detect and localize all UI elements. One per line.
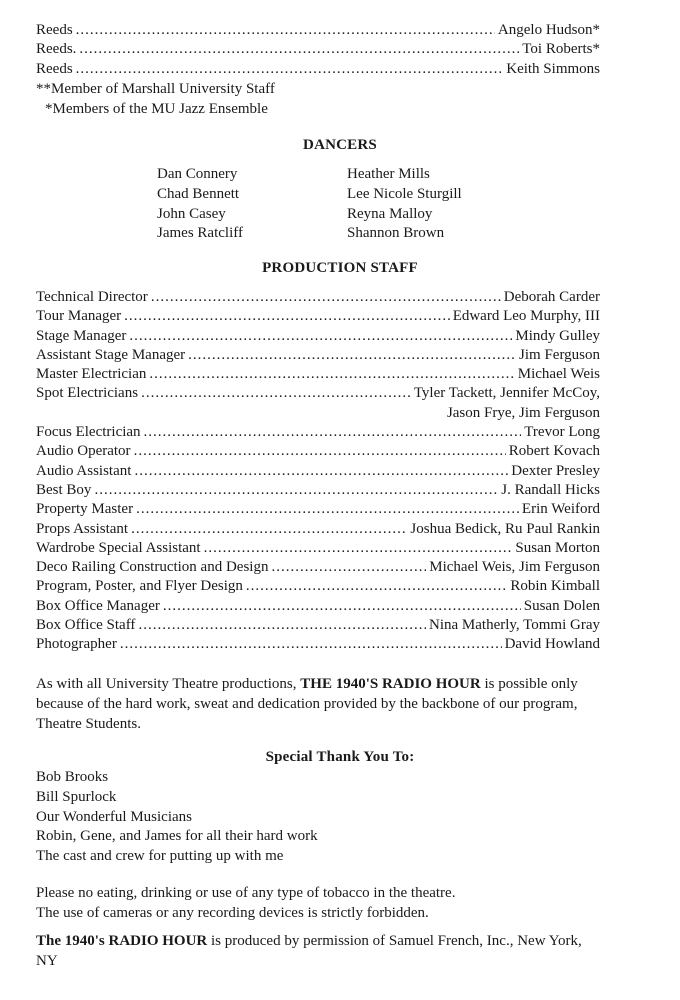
role-label: Best Boy [36,481,92,498]
production-staff-heading: PRODUCTION STAFF [262,260,418,276]
role-label: Master Electrician [36,366,147,383]
dancer-name: John Casey [157,205,226,222]
thanks-item: The cast and crew for putting up with me [36,848,284,865]
dot-leader [141,384,411,403]
staff-row [36,442,600,461]
person-name: Toi Roberts* [522,41,600,58]
thanks-heading: Special Thank You To: [265,749,415,765]
role-label: Technical Director [36,289,148,305]
reeds-list [36,21,600,79]
reeds-row [36,60,600,79]
dot-leader [151,288,501,307]
person-name: Susan Morton [515,539,600,556]
thanks-item: Robin, Gene, and James for all their hard work [36,828,318,845]
role-label: Program, Poster, and Flyer Design [36,578,243,595]
dot-leader [76,60,504,79]
dot-leader [94,481,498,500]
staff-row [36,346,600,365]
staff-row [36,307,600,326]
dancer-name: Dan Connery [157,166,238,182]
reeds-row [36,21,600,40]
staff-row [36,577,600,596]
permission-text: is produced by permission of Samuel French, Inc., New York, NY [36,933,582,969]
staff-row [36,500,600,519]
staff-row [36,365,600,384]
dot-leader [134,462,508,481]
staff-row [36,597,600,616]
closing-paragraph [36,674,600,734]
person-name: Edward Leo Murphy, III [452,308,600,325]
show-title: THE 1940'S RADIO HOUR [300,676,481,692]
dancers-column-right [347,165,537,244]
dancer-name: Chad Bennett [157,185,240,202]
role-label: Stage Manager [36,327,127,344]
role-label: Reeds. [36,41,77,58]
dot-leader [138,616,426,635]
staff-row [36,635,600,654]
role-label: Box Office Staff [36,617,136,634]
show-title: The 1940's RADIO HOUR [36,933,208,949]
role-label: Audio Operator [36,443,131,460]
dot-leader [144,423,522,442]
role-label: Property Master [36,501,134,518]
footnote-jazz: *Members of the MU Jazz Ensemble [45,100,268,117]
person-name: Dexter Presley [511,462,600,479]
dot-leader [76,21,495,40]
staff-row [36,481,600,500]
role-label: Props Assistant [36,520,129,537]
dancer-name: Reyna Malloy [347,205,433,222]
thanks-list [36,768,600,867]
rule-no-cameras: The use of cameras or any recording devices is strictly forbidden. [36,904,429,921]
person-name-continuation: Jason Frye, Jim Ferguson [446,404,600,421]
dot-leader [79,40,519,59]
dancer-name: Heather Mills [347,166,430,182]
dot-leader [163,597,521,616]
person-name: Keith Simmons [506,60,600,77]
dancer-name: Lee Nicole Sturgill [347,185,462,202]
dancer-name: James Ratcliff [157,225,243,242]
person-name: Nina Matherly, Tommi Gray [429,617,600,634]
person-name: Mindy Gulley [515,327,600,344]
dot-leader [188,346,516,365]
role-label: Spot Electricians [36,385,139,402]
thanks-item: Bill Spurlock [36,788,117,805]
person-name: J. Randall Hicks [501,481,600,498]
role-label: Photographer [36,636,117,653]
person-name: Jim Ferguson [519,346,600,363]
rule-no-eating: Please no eating, drinking or use of any type of tobacco in the theatre. [36,885,456,901]
dancers-heading: DANCERS [303,137,377,153]
person-name: Susan Dolen [523,597,600,614]
staff-row [36,520,600,539]
role-label: Reeds [36,60,73,77]
footnotes [36,80,600,119]
person-name: Robert Kovach [508,443,600,460]
staff-row [36,539,600,558]
dot-leader [124,307,450,326]
closing-text-before: As with all University Theatre productions, [36,676,301,692]
person-name: Michael Weis, Jim Ferguson [429,559,600,576]
staff-row [36,462,600,481]
thanks-item: Our Wonderful Musicians [36,808,192,825]
role-label: Tour Manager [36,308,122,325]
dot-leader [131,520,407,539]
person-name: Angelo Hudson* [497,22,600,38]
closing-text-after: is possible only because of the hard work, sweat and dedication provided by the backbone of our program, Theatre Students. [36,676,578,732]
thanks-item: Bob Brooks [36,769,109,785]
role-label: Focus Electrician [36,424,141,441]
dot-leader [204,539,513,558]
dot-leader [120,635,502,654]
staff-row [36,616,600,635]
dot-leader [136,500,519,519]
person-name: Deborah Carder [503,289,600,305]
staff-row [36,558,600,577]
permission-notice [36,932,600,971]
staff-row [36,327,600,346]
role-label: Wardrobe Special Assistant [36,539,201,556]
person-name: Robin Kimball [510,578,600,595]
dancer-name: Shannon Brown [347,225,445,242]
person-name: Trevor Long [524,424,600,441]
person-name: Michael Weis [517,366,600,383]
role-label: Assistant Stage Manager [36,346,186,363]
production-staff-list [36,288,600,655]
role-label: Box Office Manager [36,597,160,614]
role-label: Deco Railing Construction and Design [36,559,269,576]
person-name: David Howland [504,636,600,653]
dancers-list [157,165,537,244]
dot-leader [129,327,512,346]
person-name: Erin Weiford [521,501,600,518]
staff-row [36,288,600,307]
theatre-rules [36,884,600,923]
dancers-column-left [157,165,347,244]
role-label: Audio Assistant [36,462,132,479]
dot-leader [246,577,508,596]
dot-leader [149,365,514,384]
person-name: Joshua Bedick, Ru Paul Rankin [410,520,600,537]
dot-leader [271,558,426,577]
staff-row [36,423,600,442]
footnote-staff: **Member of Marshall University Staff [36,81,275,97]
person-name: Tyler Tackett, Jennifer McCoy, [413,385,600,402]
dot-leader [134,442,506,461]
staff-row [36,384,600,403]
role-label: Reeds [36,22,73,38]
reeds-row [36,40,600,59]
